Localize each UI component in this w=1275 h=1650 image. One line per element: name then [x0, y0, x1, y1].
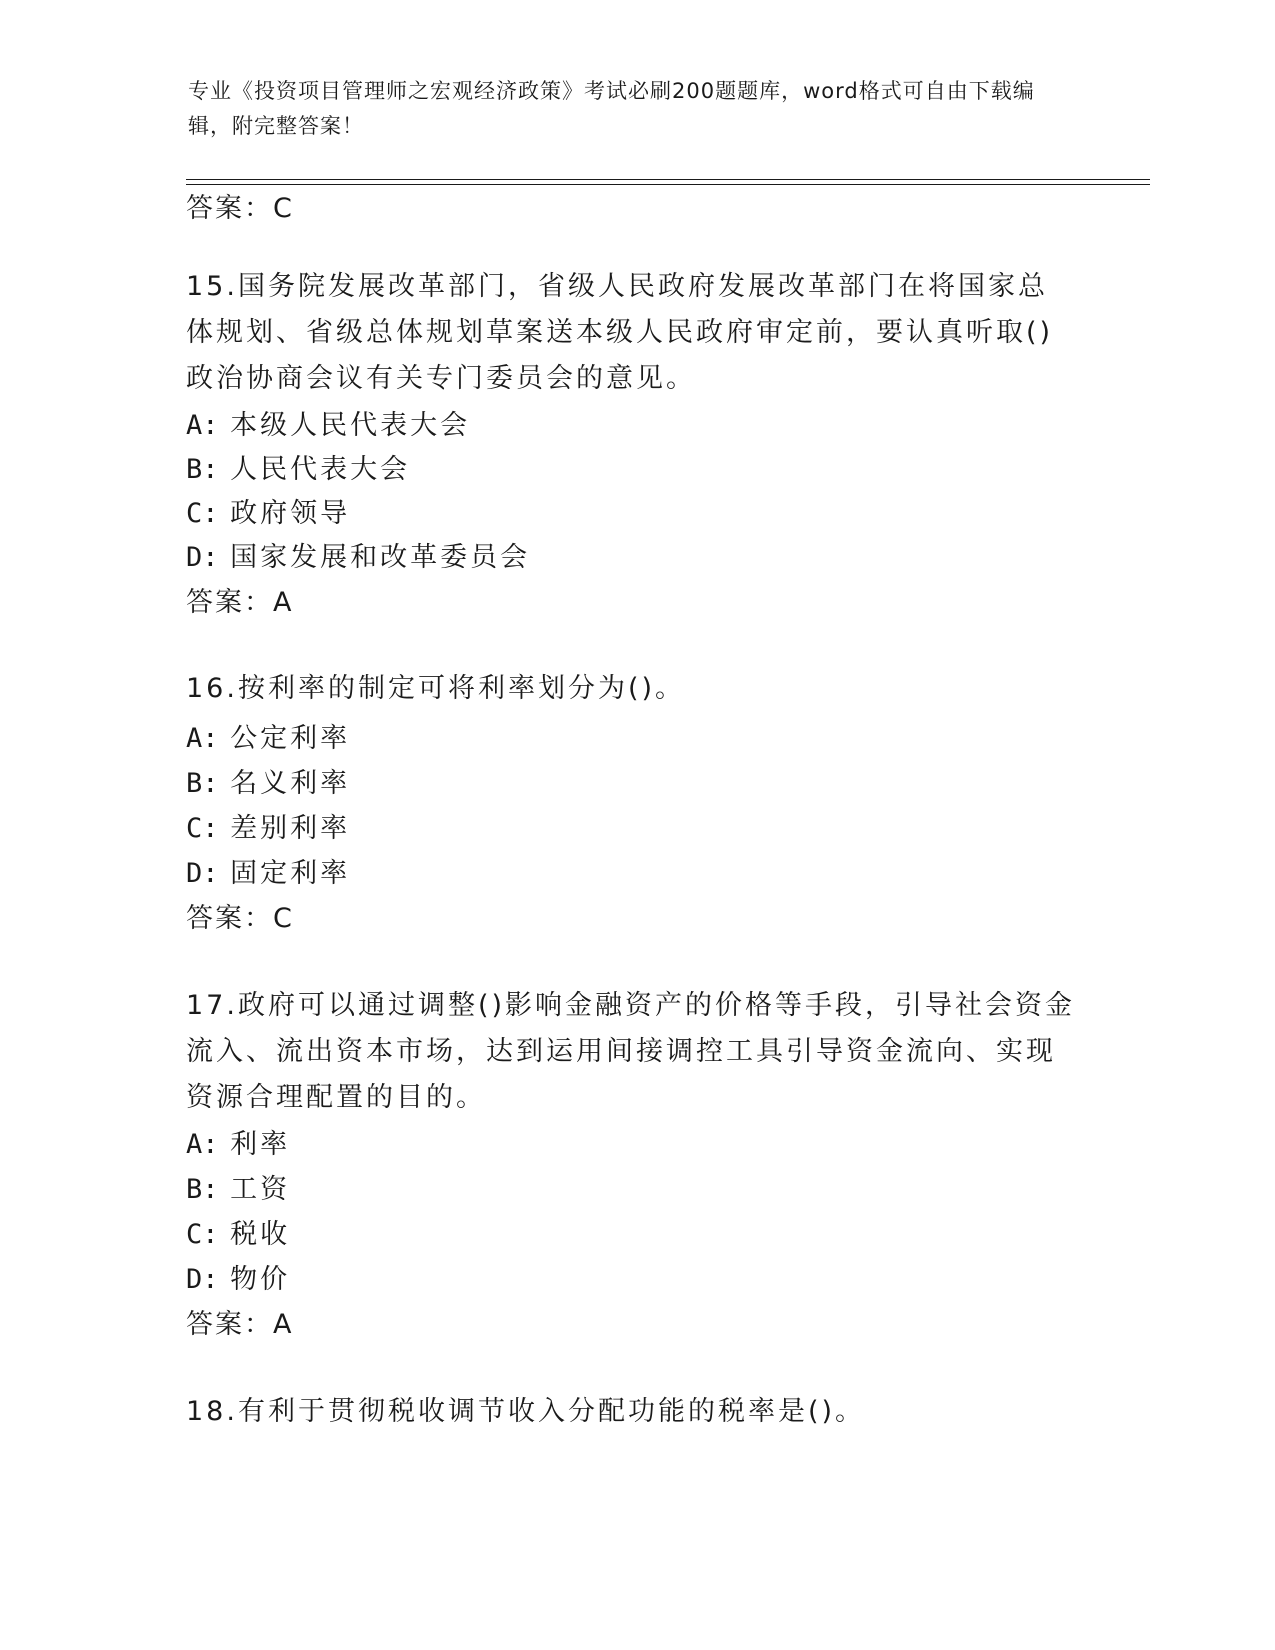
option-text: 物价: [230, 1264, 291, 1295]
question-17-option-d: [186, 1257, 290, 1296]
option-text: 固定利率: [230, 858, 351, 889]
option-key: C:: [186, 1219, 219, 1250]
question-18-stem: 18.有利于贯彻税收调节收入分配功能的税率是()。: [186, 1396, 866, 1427]
option-text: 本级人民代表大会: [230, 410, 471, 441]
option-key: C:: [186, 498, 219, 529]
page-header: 专业《投资项目管理师之宏观经济政策》考试必刷200题题库，word格式可自由下载编辑，附完整答案！: [188, 79, 1035, 138]
question-16-option-c: [186, 806, 350, 845]
question-17-option-c: [186, 1212, 290, 1251]
question-16-option-b: [186, 761, 350, 800]
question-17-answer: 答案：A: [186, 1309, 294, 1340]
option-text: 政府领导: [230, 498, 351, 529]
option-text: 名义利率: [230, 768, 351, 799]
question-15-stem: 15.国务院发展改革部门，省级人民政府发展改革部门在将国家总体规划、省级总体规划草案送本级人民政府审定前，要认真听取()政治协商会议有关专门委员会的意见。: [186, 271, 1054, 394]
option-text: 税收: [230, 1219, 291, 1250]
option-text: 国家发展和改革委员会: [230, 542, 531, 573]
answer-line: 答案：C: [186, 193, 294, 224]
question-15-option-b: [186, 447, 410, 486]
header-divider: [186, 179, 1150, 180]
option-key: D:: [186, 1264, 219, 1295]
header-divider-secondary: [186, 184, 1150, 185]
question-15-answer: 答案：A: [186, 587, 294, 618]
option-key: A:: [186, 410, 219, 441]
question-17-option-b: [186, 1167, 290, 1206]
option-key: D:: [186, 858, 219, 889]
option-key: B:: [186, 1174, 219, 1205]
option-key: C:: [186, 813, 219, 844]
option-key: A:: [186, 1129, 219, 1160]
question-16-stem: 16.按利率的制定可将利率划分为()。: [186, 673, 686, 704]
question-15-option-a: [186, 403, 470, 442]
question-15-option-c: [186, 491, 350, 530]
option-text: 利率: [230, 1129, 291, 1160]
option-key: D:: [186, 542, 219, 573]
option-key: B:: [186, 768, 219, 799]
question-15-option-d: [186, 535, 530, 574]
question-16-option-a: [186, 716, 350, 755]
option-key: B:: [186, 454, 219, 485]
question-17-stem: 17.政府可以通过调整()影响金融资产的价格等手段，引导社会资金流入、流出资本市场，达到运用间接调控工具引导资金流向、实现资源合理配置的目的。: [186, 990, 1076, 1113]
option-text: 公定利率: [230, 723, 351, 754]
option-text: 人民代表大会: [230, 454, 411, 485]
question-16-option-d: [186, 851, 350, 890]
question-17-option-a: [186, 1122, 290, 1161]
question-16-answer: 答案：C: [186, 903, 294, 934]
option-key: A:: [186, 723, 219, 754]
option-text: 工资: [230, 1174, 291, 1205]
option-text: 差别利率: [230, 813, 351, 844]
